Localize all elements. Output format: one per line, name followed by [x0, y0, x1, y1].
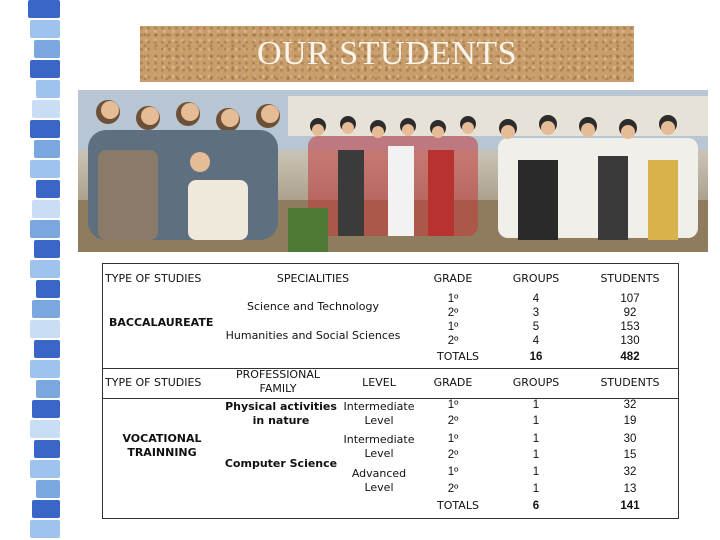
totals-label: TOTALS [437, 350, 479, 363]
groups-cell: 1 [532, 399, 540, 411]
group-photo-icon [78, 90, 708, 252]
study-type-vocational: VOCATIONAL TRAINNING [122, 432, 202, 459]
groups-total: 16 [529, 351, 543, 363]
grade-cell: 2º [447, 415, 459, 427]
students-total: 141 [620, 500, 640, 512]
header-professional-family: PROFESSIONAL FAMILY [236, 368, 320, 395]
students-total: 482 [620, 351, 640, 363]
grade-cell: 2º [447, 449, 459, 461]
groups-cell: 5 [532, 321, 540, 333]
groups-cell: 1 [532, 415, 540, 427]
students-cell: 107 [620, 293, 640, 305]
header-grade: GRADE [433, 272, 473, 285]
groups-total: 6 [532, 500, 540, 512]
header-students: STUDENTS [600, 272, 660, 285]
level-cell: Advanced Level [351, 467, 407, 494]
grade-cell: 2º [447, 483, 459, 495]
study-type-baccalaureate: BACCALAUREATE [109, 316, 214, 329]
speciality-science: Science and Technology [247, 300, 379, 313]
groups-cell: 4 [532, 335, 540, 347]
level-cell: Intermediate Level [343, 400, 415, 427]
students-table [102, 263, 679, 519]
groups-cell: 1 [532, 433, 540, 445]
students-cell: 15 [623, 449, 637, 461]
grade-cell: 2º [447, 335, 459, 347]
students-cell: 30 [623, 433, 637, 445]
grade-cell: 2º [447, 307, 459, 319]
groups-cell: 3 [532, 307, 540, 319]
groups-cell: 1 [532, 466, 540, 478]
students-cell: 13 [623, 483, 637, 495]
header-type-of-studies: TYPE OF STUDIES [105, 376, 202, 389]
students-cell: 130 [620, 335, 640, 347]
groups-cell: 4 [532, 293, 540, 305]
grade-cell: 1º [447, 433, 459, 445]
speciality-humanities: Humanities and Social Sciences [225, 329, 401, 342]
header-groups: GROUPS [512, 376, 560, 389]
grade-cell: 1º [447, 399, 459, 411]
groups-cell: 1 [532, 483, 540, 495]
students-cell: 32 [623, 399, 637, 411]
students-cell: 153 [620, 321, 640, 333]
header-type-of-studies: TYPE OF STUDIES [105, 272, 202, 285]
header-students: STUDENTS [600, 376, 660, 389]
grade-cell: 1º [447, 466, 459, 478]
header-specialities: SPECIALITIES [276, 272, 350, 285]
students-cell: 19 [623, 415, 637, 427]
header-grade: GRADE [433, 376, 473, 389]
title-banner [140, 26, 634, 82]
students-cell: 92 [623, 307, 637, 319]
group-photo [78, 90, 708, 252]
level-cell: Intermediate Level [343, 433, 415, 460]
header-level: LEVEL [362, 376, 396, 389]
page-title: OUR STUDENTS [256, 35, 518, 72]
totals-label: TOTALS [437, 499, 479, 512]
family-computer-science: Computer Science [224, 457, 338, 470]
decorative-stripes [0, 0, 64, 540]
grade-cell: 1º [447, 321, 459, 333]
header-groups: GROUPS [512, 272, 560, 285]
grade-cell: 1º [447, 293, 459, 305]
groups-cell: 1 [532, 449, 540, 461]
family-physical-activities: Physical activities in nature [225, 400, 337, 427]
students-cell: 32 [623, 466, 637, 478]
